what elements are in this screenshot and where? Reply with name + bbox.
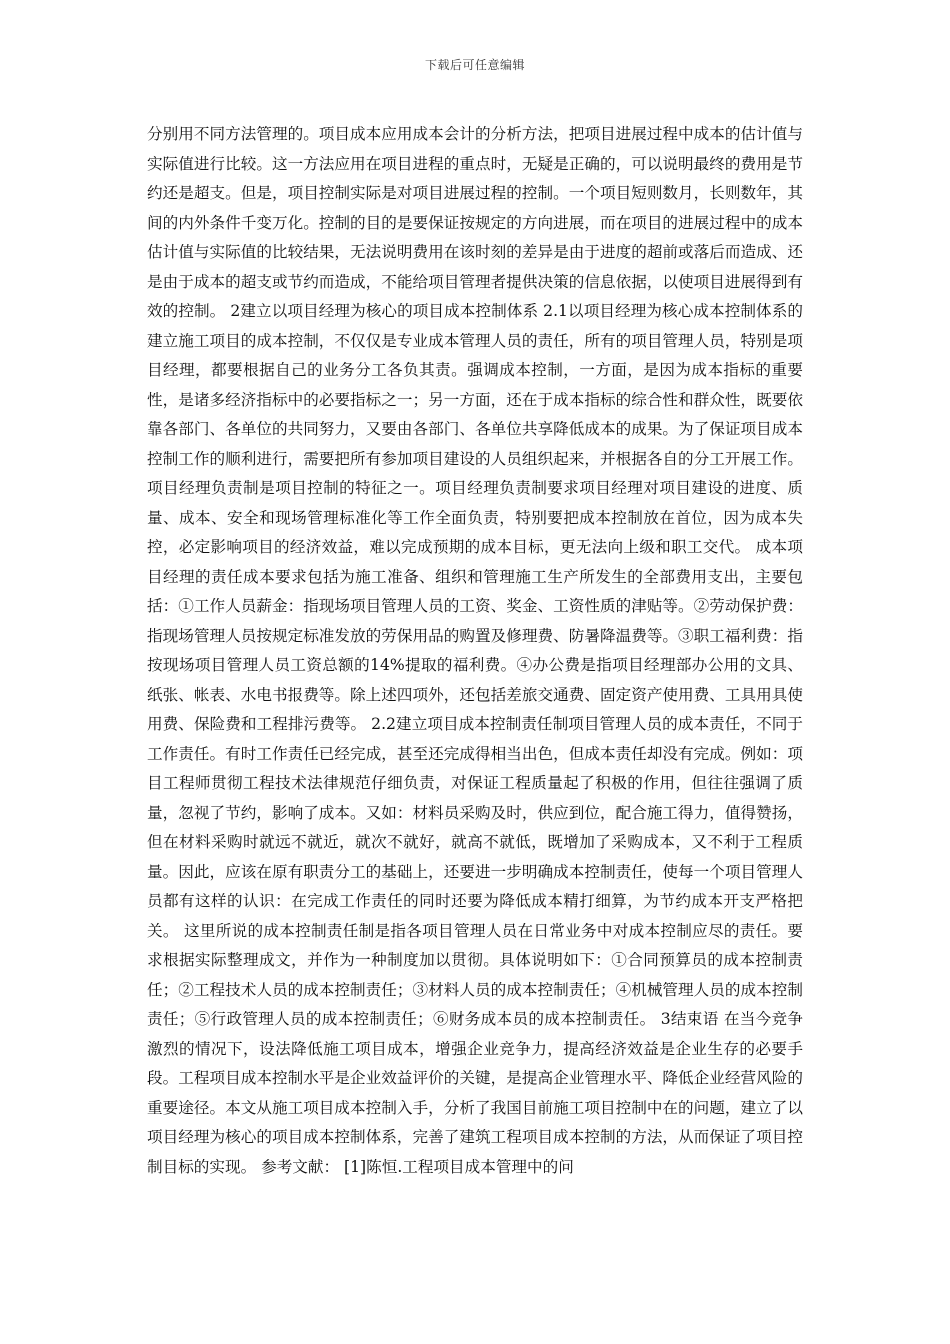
page-header-note: 下载后可任意编辑 <box>424 58 525 72</box>
body-paragraph: 分别用不同方法管理的。项目成本应用成本会计的分析方法，把项目进展过程中成本的估计值与实际值进行比较。这一方法应用在项目进程的重点时，无疑是正确的，可以说明最终的费用是节约还是超支。但是，项目控制实际是对项目进展过程的控制。一个项目短则数月，长则数年，其间的内外条件千变万化。控制的目的是要保证按规定的方向进展，而在项目的进展过程中的成本估计值与实际值的比较结果，无法说明费用在该时刻的差异是由于进度的超前或落后而造成、还是由于成本的超支或节约而造成，不能给项目管理者提供决策的信息依据，以使项目进展得到有效的控制。 2建立以项目经理为核心的项目成本控制体系 2.1以项目经理为核心成本控制体系的建立施工项目的成本控制，不仅仅是专业成本管理人员的责任，所有的项目管理人员，特别是项目经理，都要根据自己的业务分工各负其责。强调成本控制，一方面，是因为成本指标的重要性，是诸多经济指标中的必要指标之一；另一方面，还在于成本指标的综合性和群众性，既要依靠各部门、各单位的共同努力，又要由各部门、各单位共享降低成本的成果。为了保证项目成本控制工作的顺利进行，需要把所有参加项目建设的人员组织起来，并根据各自的分工开展工作。 项目经理负责制是项目控制的特征之一。项目经理负责制要求项目经理对项目建设的进度、质量、成本、安全和现场管理标准化等工作全面负责，特别要把成本控制放在首位，因为成本失控，必定影响项目的经济效益，难以完成预期的成本目标，更无法向上级和职工交代。 成本项目经理的责任成本要求包括为施工准备、组织和管理施工生产所发生的全部费用支出，主要包括：①工作人员薪金：指现场项目管理人员的工资、奖金、工资性质的津贴等。②劳动保护费：指现场管理人员按规定标准发放的劳保用品的购置及修理费、防暑降温费等。③职工福利费：指按现场项目管理人员工资总额的14%提取的福利费。④办公费是指项目经理部办公用的文具、纸张、帐表、水电书报费等。除上述四项外，还包括差旅交通费、固定资产使用费、工具用具使用费、保险费和工程排污费等。 2.2建立项目成本控制责任制项目管理人员的成本责任，不同于工作责任。有时工作责任已经完成，甚至还完成得相当出色，但成本责任却没有完成。例如：项目工程师贯彻工程技术法律规范仔细负责，对保证工程质量起了积极的作用，但往往强调了质量，忽视了节约，影响了成本。又如：材料员采购及时，供应到位，配合施工得力，值得赞扬，但在材料采购时就远不就近，就次不就好，就高不就低，既增加了采购成本，又不利于工程质量。因此，应该在原有职责分工的基础上，还要进一步明确成本控制责任，使每一个项目管理人员都有这样的认识：在完成工作责任的同时还要为降低成本精打细算，为节约成本开支严格把关。 这里所说的成本控制责任制是指各项目管理人员在日常业务中对成本控制应尽的责任。要求根据实际整理成文，并作为一种制度加以贯彻。具体说明如下：①合同预算员的成本控制责任；②工程技术人员的成本控制责任；③材料人员的成本控制责任；④机械管理人员的成本控制责任；⑤行政管理人员的成本控制责任；⑥财务成本员的成本控制责任。 3结束语 在当今竞争激烈的情况下，设法降低施工项目成本，增强企业竞争力，提高经济效益是企业生存的必要手段。工程项目成本控制水平是企业效益评价的关键，是提高企业管理水平、降低企业经营风险的重要途径。本文从施工项目成本控制入手，分析了我国目前施工项目控制中在的问题，建立了以项目经理为核心的项目成本控制体系，完善了建筑工程项目成本控制的方法，从而保证了项目控制目标的实现。 参考文献： [1]陈恒.工程项目成本管理中的问 <box>147 125 803 1176</box>
document-body <box>147 120 803 1182</box>
